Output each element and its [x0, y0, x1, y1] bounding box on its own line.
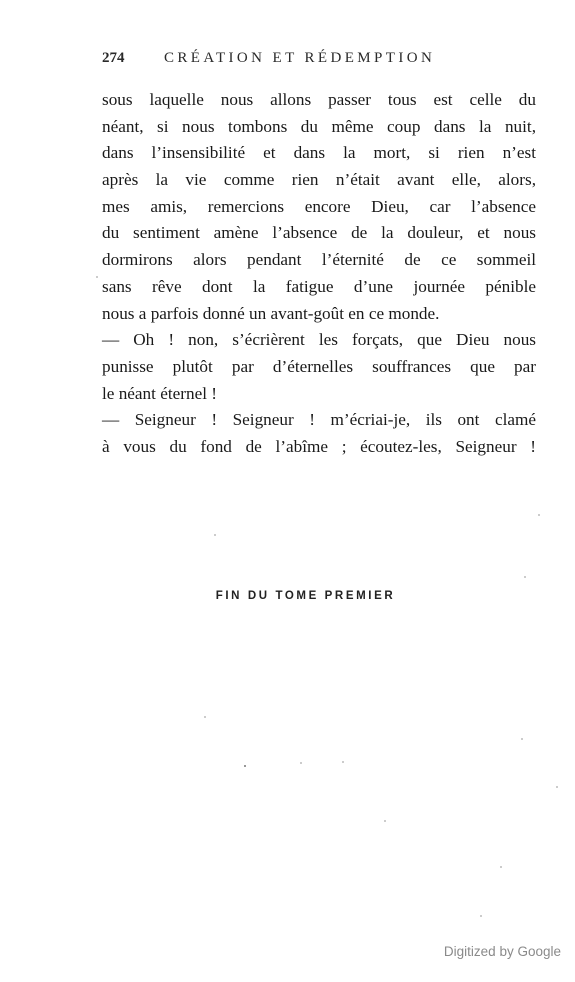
scan-speck	[96, 276, 98, 278]
scan-speck	[500, 866, 502, 868]
digitization-watermark: Digitized by Google	[443, 944, 561, 959]
text-line: sans rêve dont la fatigue d’une journée pénible	[102, 276, 536, 296]
text-line: dormirons alors pendant l’éternité de ce sommeil	[102, 250, 536, 270]
text-line: — Seigneur ! Seigneur ! m’écriai-je, ils ont clamé	[102, 410, 536, 430]
end-of-volume-mark	[0, 590, 575, 602]
scan-speck	[524, 576, 526, 578]
scan-speck	[480, 915, 482, 917]
scan-speck	[521, 738, 523, 740]
scan-speck	[244, 765, 246, 767]
scan-speck	[342, 761, 344, 763]
scan-speck	[204, 716, 206, 718]
end-of-volume-text: FIN DU TOME PREMIER	[215, 590, 396, 602]
running-head	[102, 50, 542, 74]
scan-speck	[556, 786, 558, 788]
text-line: à vous du fond de l’abîme ; écoutez-les, Seigneur !	[102, 436, 536, 456]
scan-speck	[384, 820, 386, 822]
text-line: dans l’insensibilité et dans la mort, si rien n’est	[102, 143, 536, 163]
text-line: — Oh ! non, s’écrièrent les forçats, que Dieu nous	[102, 330, 536, 350]
text-line: néant, si nous tombons du même coup dans la nuit,	[102, 116, 536, 136]
scan-speck	[214, 534, 216, 536]
body-text	[102, 87, 536, 461]
page-number: 274	[102, 50, 125, 66]
text-line: punisse plutôt par d’éternelles souffrances que par	[102, 356, 536, 376]
text-line: sous laquelle nous allons passer tous est celle du	[102, 90, 536, 109]
text-line: le néant éternel !	[102, 383, 217, 403]
text-line: après la vie comme rien n’était avant elle, alors,	[102, 170, 536, 190]
scan-speck	[538, 514, 540, 516]
text-line: nous a parfois donné un avant-goût en ce monde.	[102, 303, 440, 323]
running-title: CRÉATION ET RÉDEMPTION	[164, 50, 436, 66]
text-line: du sentiment amène l’absence de la douleur, et nous	[102, 223, 536, 243]
scan-speck	[300, 762, 302, 764]
text-line: mes amis, remercions encore Dieu, car l’absence	[102, 196, 536, 216]
